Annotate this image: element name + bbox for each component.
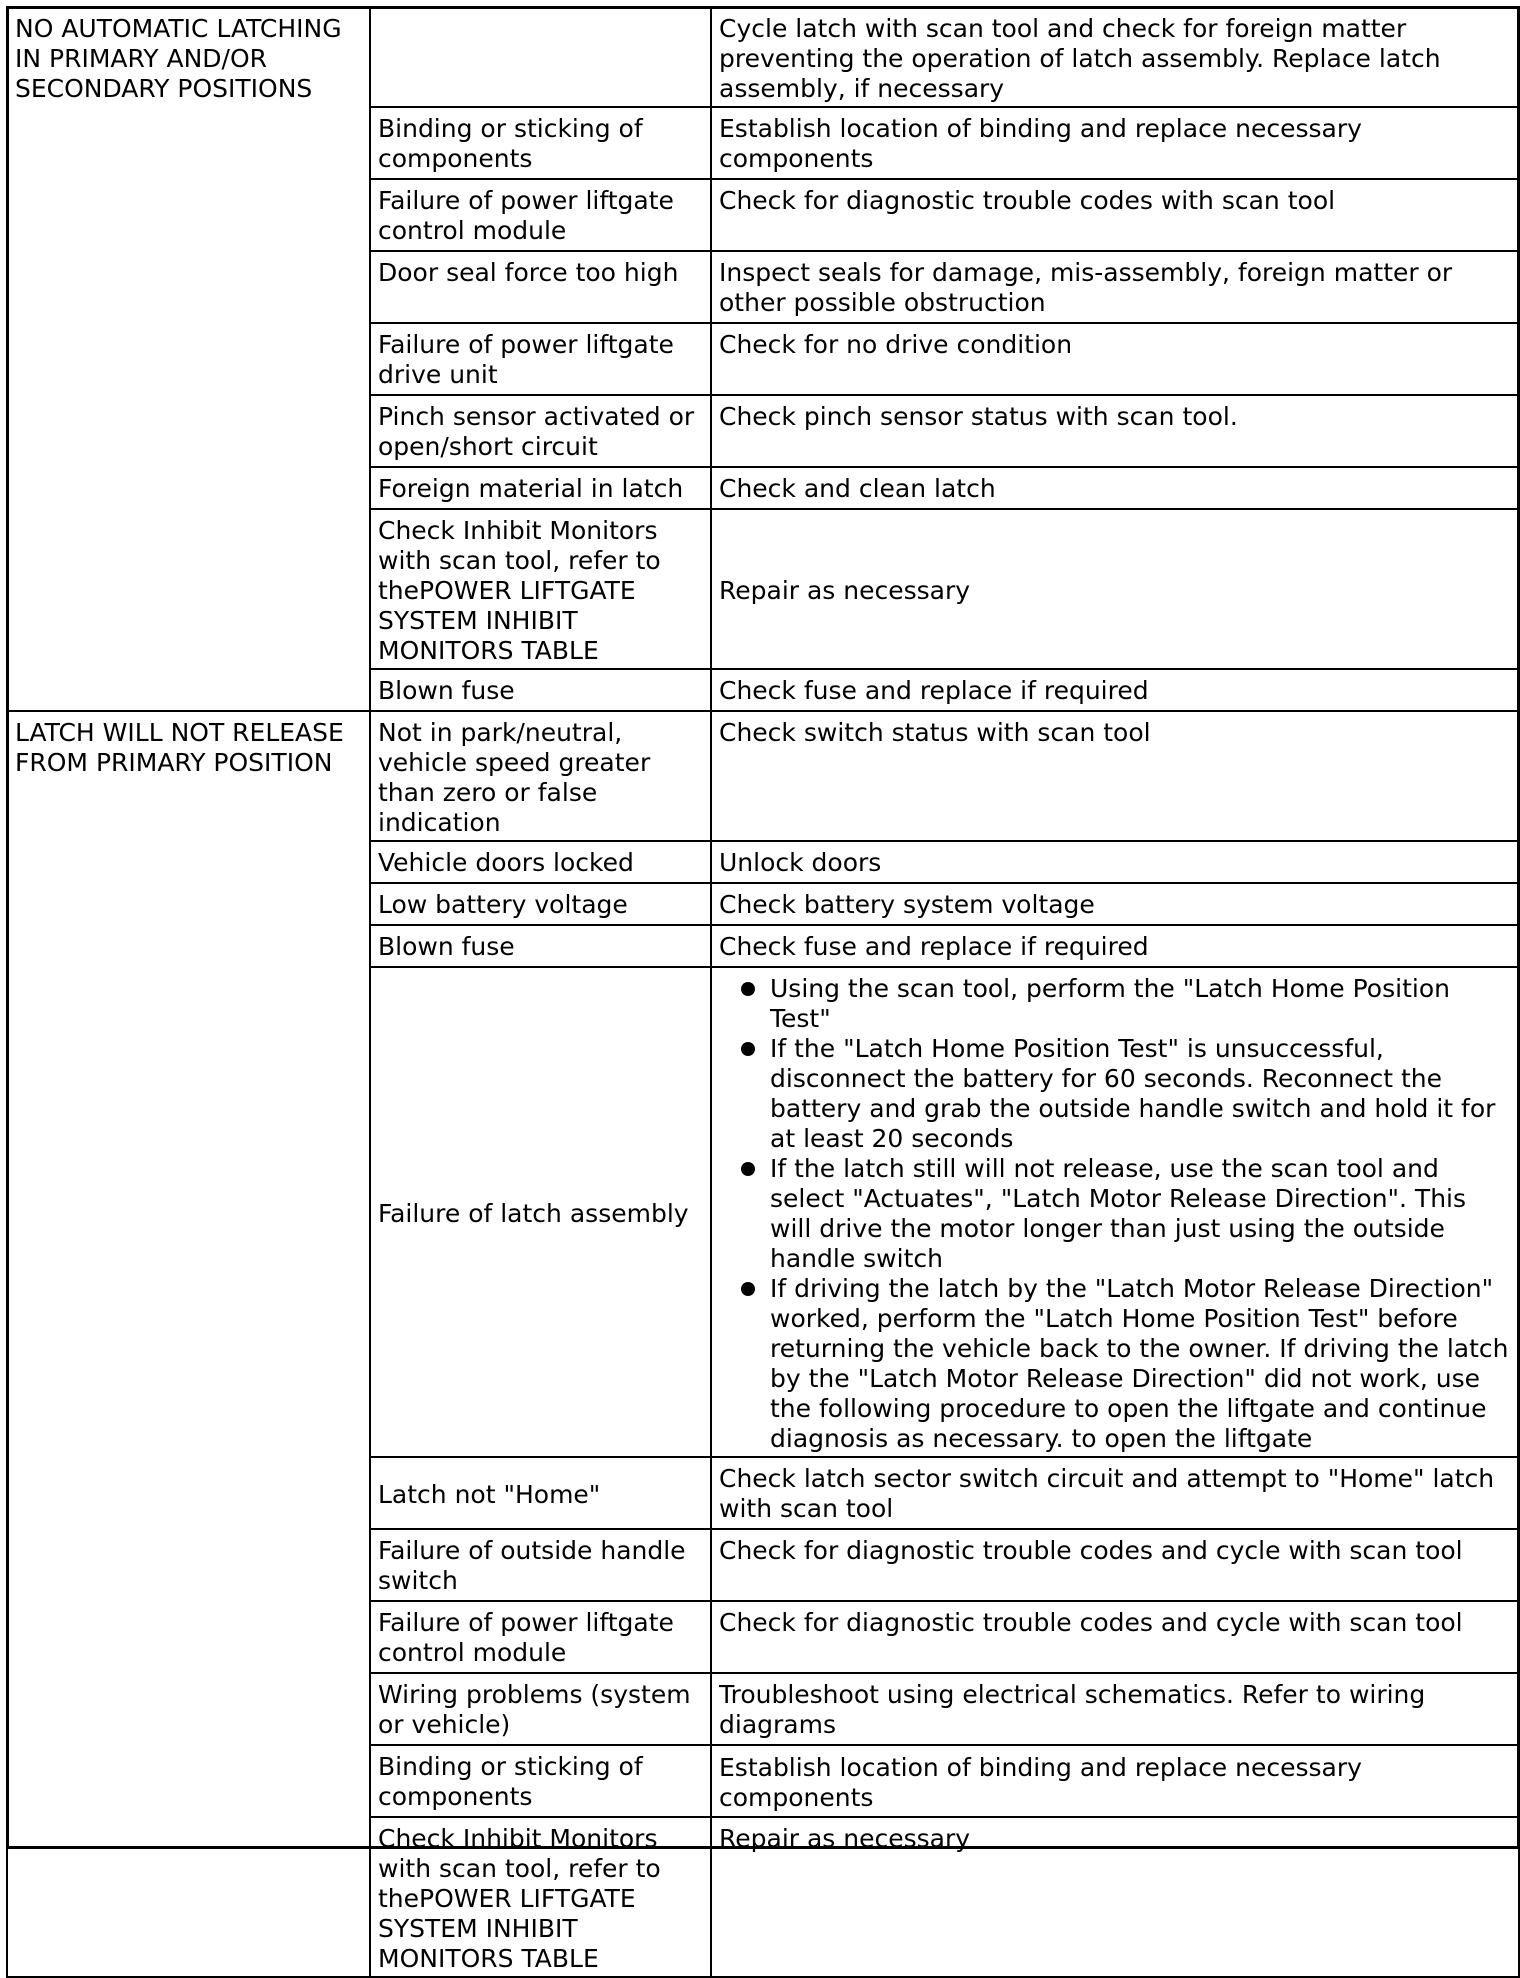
cause-cell: Check Inhibit Monitors with scan tool, refer to thePOWER LIFTGATE SYSTEM INHIBIT MONITORS TABLE	[370, 509, 711, 669]
step-text: Using the scan tool, perform the "Latch Home Position Test"	[770, 974, 1450, 1033]
diagnosis-page	[6, 6, 1518, 1973]
correction-cell: Check fuse and replace if required	[711, 669, 1519, 711]
cause-cell: Blown fuse	[370, 925, 711, 967]
cause-cell: Failure of power liftgate control module	[370, 179, 711, 251]
correction-cell: Check for no drive condition	[711, 323, 1519, 395]
cause-cell: Check Inhibit Monitors with scan tool, refer to thePOWER LIFTGATE SYSTEM INHIBIT MONITORS TABLE	[370, 1817, 711, 1977]
table-row	[7, 7, 1519, 107]
correction-cell: Unlock doors	[711, 841, 1519, 883]
cause-cell: Failure of outside handle switch	[370, 1529, 711, 1601]
cause-cell: Door seal force too high	[370, 251, 711, 323]
cause-cell: Latch not "Home"	[370, 1457, 711, 1529]
correction-cell: Check battery system voltage	[711, 883, 1519, 925]
cause-cell: Not in park/neutral, vehicle speed greater than zero or false indication	[370, 711, 711, 841]
cause-cell: Blown fuse	[370, 669, 711, 711]
correction-cell: Check and clean latch	[711, 467, 1519, 509]
correction-cell: Establish location of binding and replace necessary components	[711, 1745, 1519, 1817]
correction-cell: Troubleshoot using electrical schematics. Refer to wiring diagrams	[711, 1673, 1519, 1745]
cause-cell: Wiring problems (system or vehicle)	[370, 1673, 711, 1745]
cause-cell: Failure of latch assembly	[370, 967, 711, 1457]
cause-cell: Low battery voltage	[370, 883, 711, 925]
procedure-steps	[719, 974, 1512, 1454]
correction-cell: Check pinch sensor status with scan tool.	[711, 395, 1519, 467]
diagnosis-table	[6, 6, 1520, 1978]
cause-cell	[370, 7, 711, 107]
symptom-cell: LATCH WILL NOT RELEASE FROM PRIMARY POSITION	[7, 711, 370, 1977]
correction-cell: Check for diagnostic trouble codes and cycle with scan tool	[711, 1601, 1519, 1673]
step-text: If the "Latch Home Position Test" is unsuccessful, disconnect the battery for 60 seconds. Reconnect the battery and grab the outside handle switch and hold it for at least 20 seconds	[770, 1034, 1496, 1153]
list-item	[719, 974, 1512, 1034]
correction-cell: Check switch status with scan tool	[711, 711, 1519, 841]
bullet-icon	[741, 1162, 755, 1176]
correction-cell: Check fuse and replace if required	[711, 925, 1519, 967]
correction-cell: Check for diagnostic trouble codes with scan tool	[711, 179, 1519, 251]
correction-cell: Establish location of binding and replace necessary components	[711, 107, 1519, 179]
correction-cell	[711, 967, 1519, 1457]
cause-cell: Binding or sticking of components	[370, 1745, 711, 1817]
cause-cell: Foreign material in latch	[370, 467, 711, 509]
correction-cell: Inspect seals for damage, mis-assembly, foreign matter or other possible obstruction	[711, 251, 1519, 323]
correction-cell: Repair as necessary	[711, 1817, 1519, 1977]
cause-cell: Binding or sticking of components	[370, 107, 711, 179]
bullet-icon	[741, 1042, 755, 1056]
list-item	[719, 1154, 1512, 1274]
bullet-icon	[741, 982, 755, 996]
list-item	[719, 1274, 1512, 1454]
bullet-icon	[741, 1282, 755, 1296]
cause-cell: Pinch sensor activated or open/short circuit	[370, 395, 711, 467]
cause-cell: Failure of power liftgate drive unit	[370, 323, 711, 395]
list-item	[719, 1034, 1512, 1154]
step-text: If driving the latch by the "Latch Motor Release Direction" worked, perform the "Latch Home Position Test" before returning the vehicle back to the owner. If driving the latch by the "Latch Motor Release Direction" did not work, use the following procedure to open the liftgate and continue diagnosis as necessary. to open the liftgate	[770, 1274, 1509, 1453]
correction-cell: Check latch sector switch circuit and attempt to "Home" latch with scan tool	[711, 1457, 1519, 1529]
correction-cell: Check for diagnostic trouble codes and cycle with scan tool	[711, 1529, 1519, 1601]
table-row	[7, 711, 1519, 841]
cause-cell: Vehicle doors locked	[370, 841, 711, 883]
correction-cell: Repair as necessary	[711, 509, 1519, 669]
cause-cell: Failure of power liftgate control module	[370, 1601, 711, 1673]
correction-cell: Cycle latch with scan tool and check for foreign matter preventing the operation of latch assembly. Replace latch assembly, if necessary	[711, 7, 1519, 107]
step-text: If the latch still will not release, use the scan tool and select "Actuates", "Latch Motor Release Direction". This will drive the motor longer than just using the outside handle switch	[770, 1154, 1467, 1273]
symptom-cell: NO AUTOMATIC LATCHING IN PRIMARY AND/OR SECONDARY POSITIONS	[7, 7, 370, 711]
